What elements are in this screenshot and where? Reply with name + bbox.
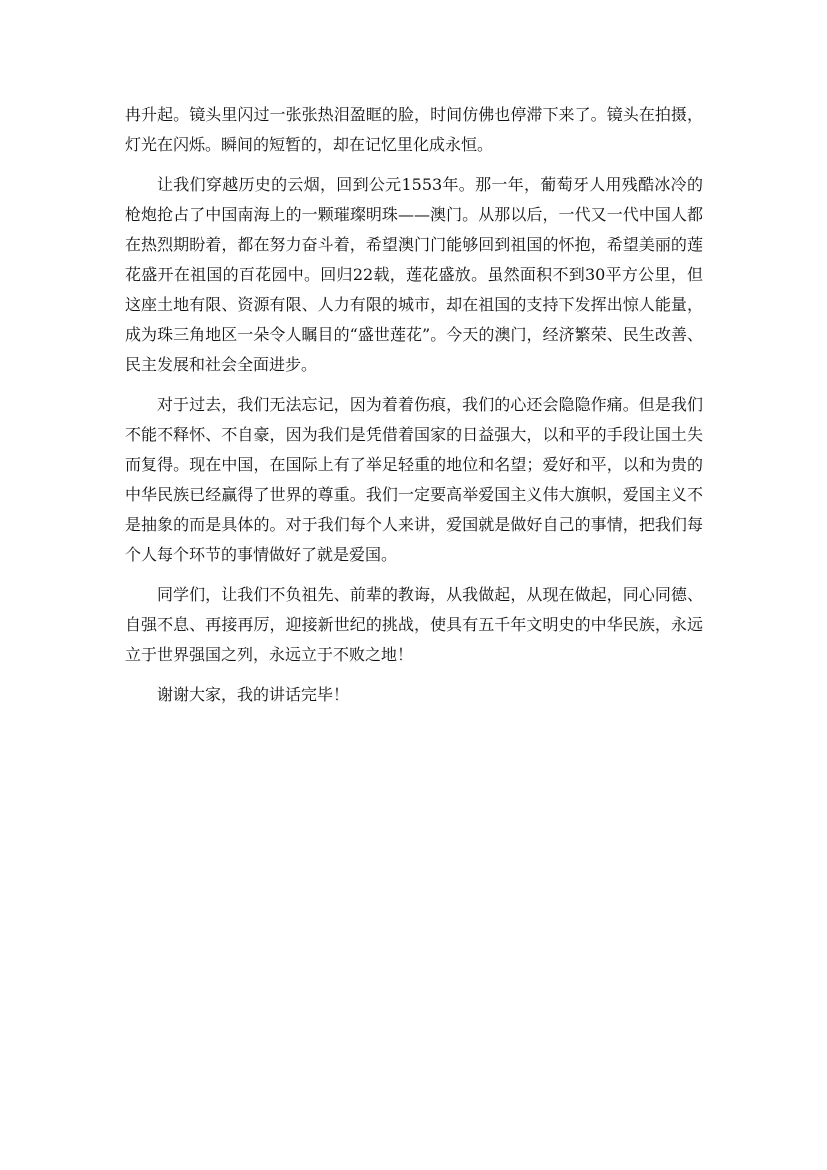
speech-body [125,100,703,720]
paragraph-patriotism: 对于过去，我们无法忘记，因为着着伤痕，我们的心还会隐隐作痛。但是我们不能不释怀、不自豪，因为我们是凭借着国家的日益强大，以和平的手段让国土失而复得。现在中国，在国际上有了举足轻重的地位和名望；爱好和平，以和为贵的中华民族已经赢得了世界的尊重。我们一定要高举爱国主义伟大旗帜，爱国主义不是抽象的而是具体的。对于我们每个人来讲，爱国就是做好自己的事情，把我们每个人每个环节的事情做好了就是爱国。 [125,395,703,564]
paragraph-closing: 谢谢大家，我的讲话完毕！ [157,685,350,704]
paragraph-history: 让我们穿越历史的云烟，回到公元1553年。那一年，葡萄牙人用残酷冰冷的枪炮抢占了中国南海上的一颗璀璨明珠——澳门。从那以后，一代又一代中国人都在热烈期盼着，都在努力奋斗着，希望澳门门能够回到祖国的怀抱，希望美丽的莲花盛开在祖国的百花园中。回归22载，莲花盛放。虽然面积不到30平方公里，但这座土地有限、资源有限、人力有限的城市，却在祖国的支持下发挥出惊人能量，成为珠三角地区一朵令人瞩目的“盛世莲花”。今天的澳门，经济繁荣、民生改善、民主发展和社会全面进步。 [125,175,703,374]
paragraph-call-to-action: 同学们，让我们不负祖先、前辈的教诲，从我做起，从现在做起，同心同德、自强不息、再接再厉，迎接新世纪的挑战，使具有五千年文明史的中华民族，永远立于世界强国之列，永远立于不败之地！ [125,585,703,664]
paragraph-continuation: 冉升起。镜头里闪过一张张热泪盈眶的脸，时间仿佛也停滞下来了。镜头在拍摄，灯光在闪烁。瞬间的短暂的，却在记忆里化成永恒。 [125,105,703,154]
